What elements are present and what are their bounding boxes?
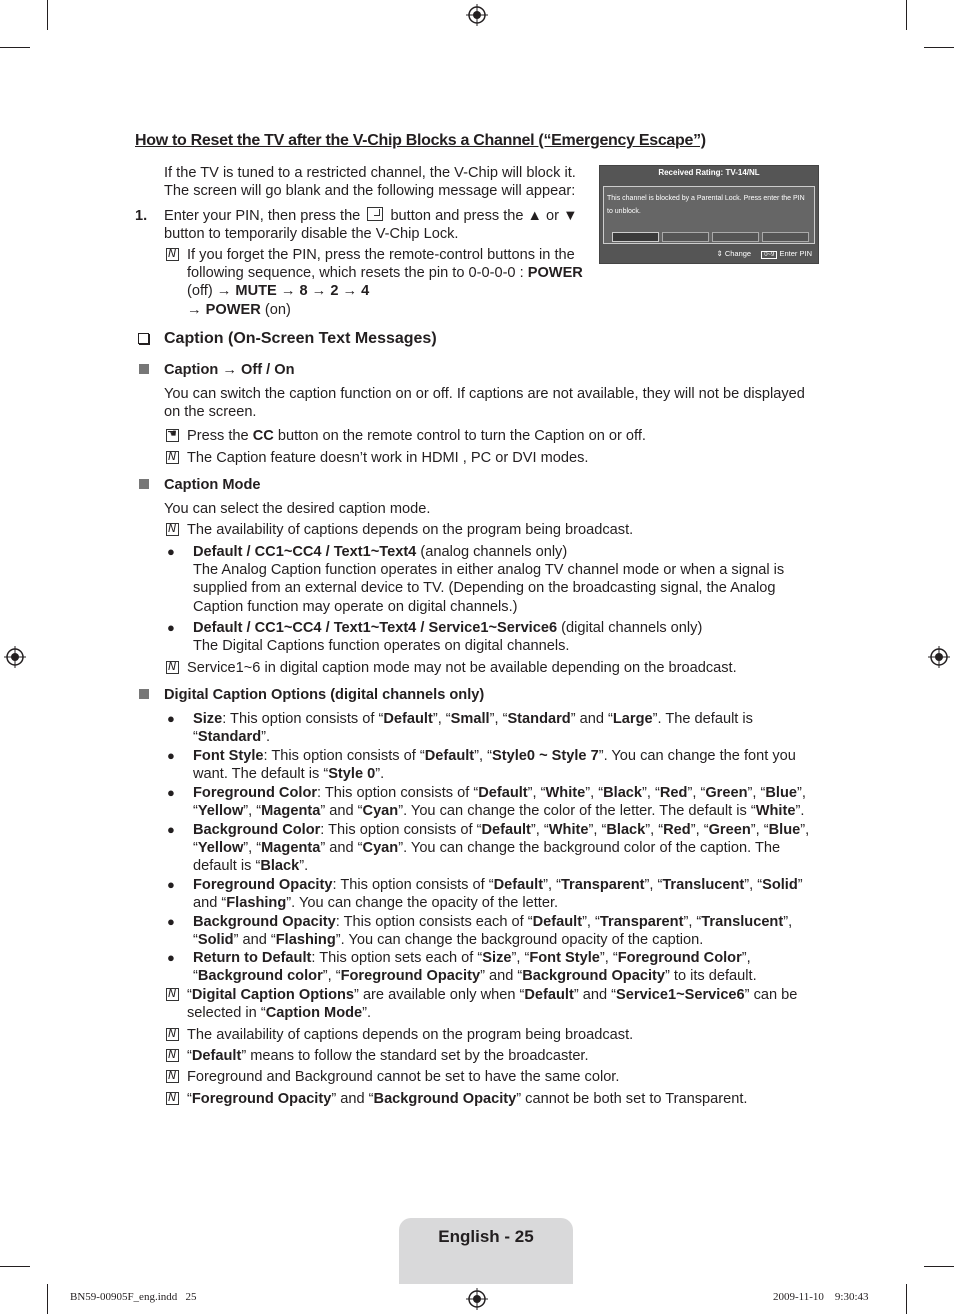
note-icon (166, 451, 179, 464)
bullet-icon: ● (167, 877, 175, 892)
cc-tip-a: Press the (187, 428, 249, 444)
crop-mark (47, 0, 48, 30)
step-number: 1. (135, 208, 148, 224)
square-bullet-icon (139, 479, 149, 489)
off-text: (off) → (187, 283, 232, 300)
note-icon (166, 1070, 179, 1083)
crop-mark (47, 1284, 48, 1314)
pin-digit-box (662, 232, 709, 242)
cc-key: CC (252, 428, 274, 444)
step-text-a: Enter your PIN, then press the (164, 208, 361, 224)
intro-text: If the TV is tuned to a restricted channel, the V-Chip will block it. The screen will go blank and the following message will appear: (164, 165, 576, 200)
osd-footer (600, 249, 812, 258)
analog-option-desc: The Analog Caption function operates in either analog TV channel mode or when a signal is supplied from an external device to TV. (Depending on the broadcasting signal, the Analog Caption function may operate on digital channels.) (193, 562, 785, 615)
page-heading: How to Reset the TV after the V-Chip Blocks a Channel (“Emergency Escape”) (135, 132, 706, 149)
digital-option-scope: (digital channels only) (561, 620, 703, 636)
forgot-pin-note (187, 246, 592, 319)
availability-note-2: The availability of captions depends on the program being broadcast. (187, 1027, 634, 1043)
tip-hand-icon (166, 429, 179, 442)
arrow: → (342, 283, 358, 300)
note-icon (166, 1092, 179, 1105)
step-text-b: button and press the ▲ or ▼ (390, 208, 578, 224)
step-text (164, 207, 594, 243)
analog-option-name: Default / CC1~CC4 / Text1~Text4 (193, 544, 417, 560)
digital-options-title: Digital Caption Options (digital channels only) (164, 687, 485, 703)
power-key: POWER (205, 301, 261, 318)
service-note: Service1~6 in digital caption mode may not be available depending on the broadcast. (187, 660, 737, 676)
note-icon (166, 248, 179, 261)
bullet-icon: ● (167, 711, 175, 726)
bullet-icon: ● (167, 785, 175, 800)
cc-tip (187, 427, 646, 445)
section-title: Caption (On-Screen Text Messages) (164, 330, 437, 347)
note-icon (166, 661, 179, 674)
power-key: POWER (527, 265, 583, 282)
size-option: Size: This option consists of “Default”, “Small”, “Standard” and “Large”. The default is “Standard”. (193, 711, 753, 746)
registration-mark-icon (466, 4, 488, 26)
bullet-icon: ● (167, 950, 175, 965)
caption-mode-title: Caption Mode (164, 477, 261, 493)
note-icon (166, 988, 179, 1001)
caption-onoff-title (164, 361, 295, 379)
osd-key-icon: 0~9 (761, 251, 777, 259)
return-default-option: Return to Default: This option sets each of “Size”, “Font Style”, “Foreground Color”, “Background color”, “Foreground Opacity” and “Background Opacity” to its default. (193, 950, 757, 985)
osd-title: Received Rating: TV-14/NL (658, 168, 760, 177)
off-on-label: → Off / On (222, 362, 295, 378)
file-date: 2009-11-10 9:30:43 (773, 1291, 869, 1303)
bullet-icon: ● (167, 748, 175, 763)
crop-mark (924, 1266, 954, 1267)
arrow: → (187, 301, 202, 318)
default-note: “Default” means to follow the standard set by the broadcaster. (187, 1048, 589, 1064)
digital-option (193, 619, 803, 655)
font-style-option: Font Style: This option consists of “Default”, “Style0 ~ Style 7”. You can change the font you want. The default is “Style 0”. (193, 748, 796, 783)
registration-mark-icon (4, 646, 26, 668)
checkbox-icon (138, 333, 149, 344)
osd-message-box (603, 186, 815, 244)
arrow: → (280, 283, 296, 300)
file-name: BN59-00905F_eng.indd 25 (70, 1291, 197, 1303)
step-text-c: button to temporarily disable the V-Chip Lock. (164, 226, 459, 243)
note-icon (166, 1049, 179, 1062)
pin-digit-box (712, 232, 759, 242)
crop-mark (906, 1284, 907, 1314)
key-8: 8 (299, 283, 308, 300)
caption-mode-desc: You can select the desired caption mode. (164, 501, 431, 517)
key-2: 2 (330, 283, 339, 300)
caption-onoff-desc: You can switch the caption function on or off. If captions are not available, they will not be displayed on the screen. (164, 386, 805, 421)
digital-option-name: Default / CC1~CC4 / Text1~Text4 / Service1~Service6 (193, 620, 558, 636)
availability-note: The availability of captions depends on the program being broadcast. (187, 522, 634, 538)
osd-enter-pin: Enter PIN (779, 249, 812, 258)
crop-mark (924, 47, 954, 48)
page-number-tab (399, 1218, 573, 1284)
enter-button-icon (367, 207, 383, 221)
registration-mark-icon (928, 646, 950, 668)
osd-change: Change (724, 249, 752, 258)
page-number: English - 25 (438, 1227, 534, 1246)
digital-options-note: “Digital Caption Options” are available only when “Default” and “Service1~Service6” can be selected in “Caption Mode”. (187, 987, 798, 1022)
same-color-note: Foreground and Background cannot be set to have the same color. (187, 1069, 620, 1085)
note-icon (166, 1028, 179, 1041)
pin-digit-box (762, 232, 809, 242)
hdmi-note: The Caption feature doesn’t work in HDMI , PC or DVI modes. (187, 450, 589, 466)
digital-option-desc: The Digital Captions function operates on digital channels. (193, 638, 570, 655)
analog-option (193, 543, 803, 616)
bullet-icon: ● (167, 544, 175, 559)
analog-option-scope: (analog channels only) (420, 544, 568, 560)
bullet-icon: ● (167, 822, 175, 837)
pin-digit-box (612, 232, 659, 242)
osd-message: This channel is blocked by a Parental Lock. Press enter the PIN to unblock. (607, 195, 805, 215)
on-text: (on) (264, 301, 291, 318)
registration-mark-icon (466, 1288, 488, 1310)
square-bullet-icon (139, 364, 149, 374)
crop-mark (0, 1266, 30, 1267)
crop-mark (906, 0, 907, 30)
foreground-color-option: Foreground Color: This option consists of “Default”, “White”, “Black”, “Red”, “Green”, “Blue”, “Yellow”, “Magenta” and “Cyan”. You can change the color of the letter. The default is “White”. (193, 785, 806, 820)
cc-tip-b: button on the remote control to turn the Caption on or off. (277, 428, 646, 444)
updown-icon: ⇕ (716, 249, 723, 258)
vchip-osd-screen (599, 165, 819, 264)
forgot-pin-text: If you forget the PIN, press the remote-control buttons in the following sequence, which resets the pin to 0-0-0-0 : (187, 247, 575, 282)
opacity-note: “Foreground Opacity” and “Background Opacity” cannot be both set to Transparent. (187, 1091, 748, 1107)
arrow: → (311, 283, 327, 300)
background-opacity-option: Background Opacity: This option consists each of “Default”, “Transparent”, “Translucent”, “Solid” and “Flashing”. You can change the background opacity of the caption. (193, 914, 793, 949)
bullet-icon: ● (167, 914, 175, 929)
square-bullet-icon (139, 689, 149, 699)
note-icon (166, 523, 179, 536)
caption-label: Caption (164, 362, 219, 378)
background-color-option: Background Color: This option consists of “Default”, “White”, “Black”, “Red”, “Green”, “Blue”, “Yellow”, “Magenta” and “Cyan”. You can change the background color of the caption. The default is “Black”. (193, 822, 810, 875)
mute-key: MUTE (235, 283, 277, 300)
foreground-opacity-option: Foreground Opacity: This option consists of “Default”, “Transparent”, “Translucent”, “Solid” and “Flashing”. You can change the opacity of the letter. (193, 877, 803, 912)
key-4: 4 (361, 283, 370, 300)
bullet-icon: ● (167, 620, 175, 635)
crop-mark (0, 47, 30, 48)
